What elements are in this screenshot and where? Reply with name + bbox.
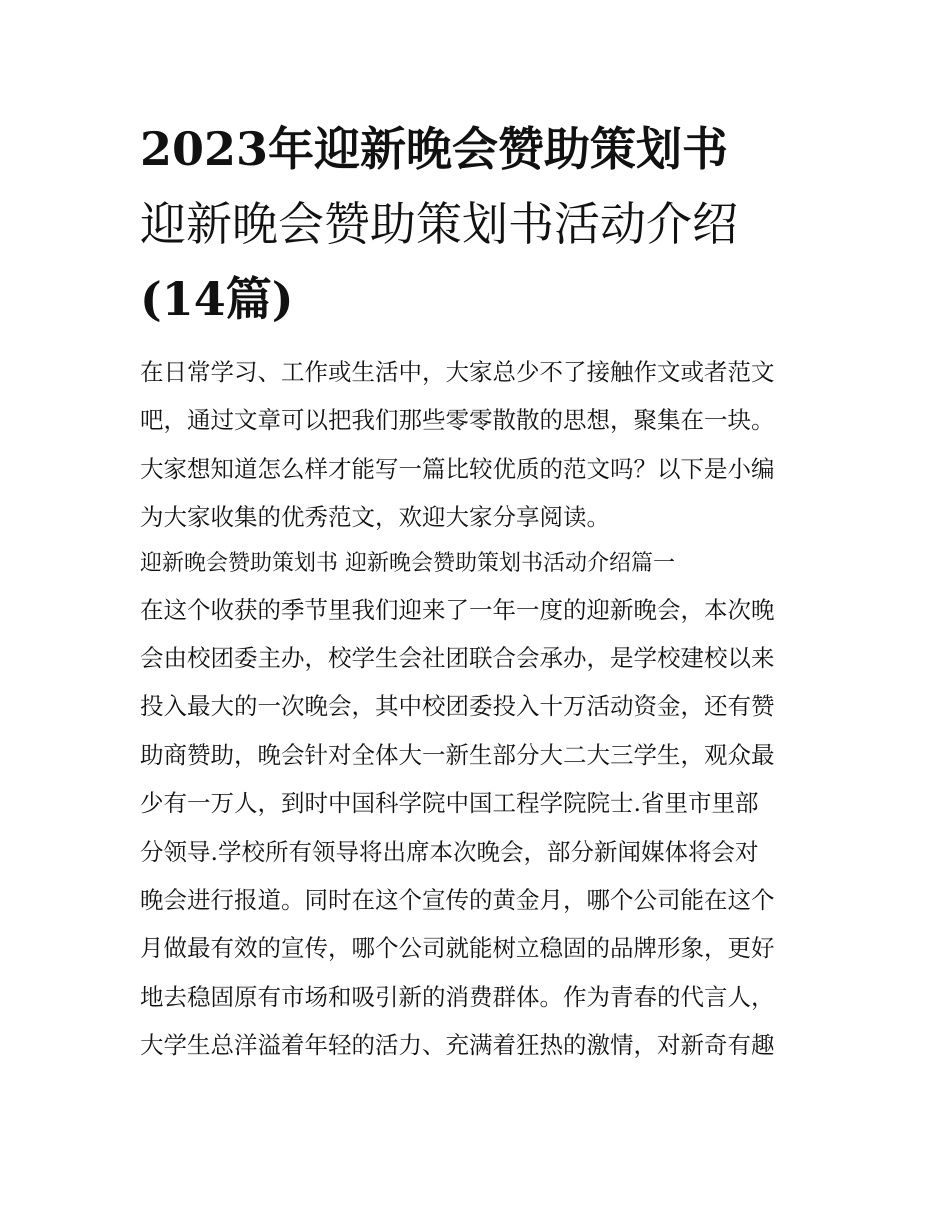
intro-line: 大家想知道怎么样才能写一篇比较优质的范文吗？以下是小编 [140, 454, 775, 483]
intro-line: 在日常学习、工作或生活中，大家总少不了接触作文或者范文 [140, 358, 775, 386]
document-title [140, 112, 815, 337]
body-line: 投入最大的一次晚会，其中校团委投入十万活动资金，还有赞 [140, 692, 775, 721]
document-page [140, 112, 815, 1070]
body-line: 月做最有效的宣传，哪个公司就能树立稳固的品牌形象，更好 [140, 934, 775, 963]
body-line: 分领导.学校所有领导将出席本次晚会，部分新闻媒体将会对 [140, 837, 759, 866]
intro-line: 吧，通过文章可以把我们那些零零散散的思想，聚集在一块。 [140, 406, 775, 435]
body-paragraph [140, 586, 815, 1070]
section-heading: 迎新晚会赞助策划书 迎新晚会赞助策划书活动介绍篇一 [140, 550, 675, 576]
body-line: 大学生总洋溢着年轻的活力、充满着狂热的激情，对新奇有趣 [140, 1031, 775, 1060]
body-line: 助商赞助，晚会针对全体大一新生部分大二大三学生，观众最 [140, 740, 775, 769]
intro-paragraph [140, 348, 815, 542]
body-line: 地去稳固原有市场和吸引新的消费群体。作为青春的代言人， [140, 982, 775, 1011]
title-line-1: 2023年迎新晚会赞助策划书 [140, 122, 729, 176]
title-line-2: 迎新晚会赞助策划书活动介绍 [140, 197, 738, 251]
body-line: 在这个收获的季节里我们迎来了一年一度的迎新晚会，本次晚 [140, 595, 775, 624]
body-line: 会由校团委主办，校学生会社团联合会承办，是学校建校以来 [140, 644, 775, 673]
body-line: 晚会进行报道。同时在这个宣传的黄金月，哪个公司能在这个 [140, 886, 775, 915]
body-line: 少有一万人，到时中国科学院中国工程学院院士.省里市里部 [140, 789, 759, 818]
title-line-3: (14篇) [140, 272, 294, 326]
intro-line: 为大家收集的优秀范文，欢迎大家分享阅读。 [140, 503, 610, 532]
